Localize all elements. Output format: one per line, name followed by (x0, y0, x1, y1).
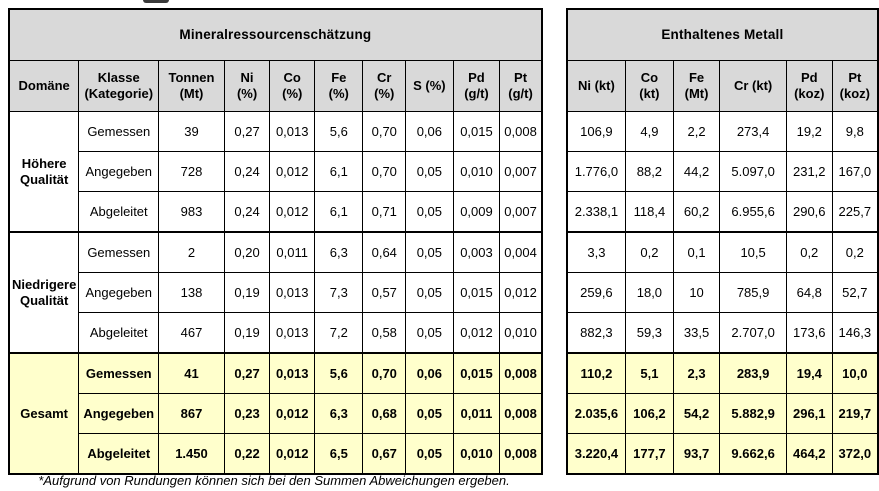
data-cell: 983 (159, 192, 225, 233)
klasse-cell: Abgeleitet (79, 434, 159, 475)
data-cell: 0,05 (406, 313, 454, 354)
right-title-row (567, 9, 878, 61)
data-cell: 882,3 (567, 313, 626, 354)
data-cell: 0,64 (363, 232, 406, 273)
data-cell: 19,2 (786, 112, 832, 152)
klasse-cell: Angegeben (79, 394, 159, 434)
column-header-pt-gt (500, 61, 542, 112)
header-label: Cr (377, 70, 392, 86)
klasse-cell: Abgeleitet (79, 313, 159, 354)
data-cell: 0,012 (270, 434, 315, 475)
data-cell: 0,013 (270, 313, 315, 354)
klasse-cell: Abgeleitet (79, 192, 159, 233)
data-cell: 0,70 (363, 353, 406, 394)
header-label: (g/t) (508, 86, 533, 101)
klasse-cell: Gemessen (79, 112, 159, 152)
data-cell: 2,3 (673, 353, 720, 394)
data-cell: 10 (673, 273, 720, 313)
data-cell: 0,015 (453, 353, 500, 394)
data-cell: 106,9 (567, 112, 626, 152)
data-cell: 3,3 (567, 232, 626, 273)
column-header-cr-pct (363, 61, 406, 112)
table-row (9, 112, 542, 152)
data-cell: 4,9 (626, 112, 674, 152)
column-header-pd-gt (453, 61, 500, 112)
data-cell: 110,2 (567, 353, 626, 394)
header-label: Ni (240, 70, 254, 86)
data-cell: 372,0 (832, 434, 878, 475)
tables-container (8, 8, 879, 475)
data-cell: 0,008 (500, 353, 542, 394)
data-cell: 0,57 (363, 273, 406, 313)
data-cell: 9,8 (832, 112, 878, 152)
header-label: (koz) (839, 86, 870, 101)
domain-cell: Niedrigere Qualität (9, 232, 79, 353)
table-row-total (567, 353, 878, 394)
data-cell: 219,7 (832, 394, 878, 434)
data-cell: 0,70 (363, 152, 406, 192)
data-cell: 18,0 (626, 273, 674, 313)
data-cell: 0,003 (453, 232, 500, 273)
data-cell: 88,2 (626, 152, 674, 192)
data-cell: 60,2 (673, 192, 720, 233)
column-header-tonnen (159, 61, 225, 112)
data-cell: 6,5 (315, 434, 363, 475)
data-cell: 0,013 (270, 353, 315, 394)
data-cell: 0,05 (406, 434, 454, 475)
klasse-cell: Gemessen (79, 232, 159, 273)
table-row (9, 192, 542, 233)
cropped-title-fragment (143, 0, 169, 3)
data-cell: 173,6 (786, 313, 832, 354)
data-cell: 167,0 (832, 152, 878, 192)
table-row (567, 273, 878, 313)
data-cell: 0,70 (363, 112, 406, 152)
data-cell: 2.035,6 (567, 394, 626, 434)
header-label: (kt) (639, 86, 660, 101)
header-label: Domäne (18, 78, 70, 94)
data-cell: 0,008 (500, 112, 542, 152)
left-header-row (9, 61, 542, 112)
data-cell: 7,2 (315, 313, 363, 354)
table-row-total (9, 434, 542, 475)
header-label: (g/t) (464, 86, 489, 101)
data-cell: 231,2 (786, 152, 832, 192)
data-cell: 0,008 (500, 434, 542, 475)
data-cell: 467 (159, 313, 225, 354)
data-cell: 64,8 (786, 273, 832, 313)
table-row (567, 152, 878, 192)
data-cell: 0,009 (453, 192, 500, 233)
header-label: Tonnen (168, 70, 215, 86)
data-cell: 0,05 (406, 273, 454, 313)
data-cell: 464,2 (786, 434, 832, 475)
data-cell: 138 (159, 273, 225, 313)
data-cell: 10,0 (832, 353, 878, 394)
data-cell: 0,010 (500, 313, 542, 354)
column-header-s-pct (406, 61, 454, 112)
header-label: Cr (kt) (733, 78, 773, 94)
data-cell: 0,012 (270, 192, 315, 233)
data-cell: 33,5 (673, 313, 720, 354)
header-label: Pd (468, 70, 485, 86)
table-row (9, 313, 542, 354)
footnote: *Aufgrund von Rundungen können sich bei den Summen Abweichungen ergeben. (38, 473, 510, 488)
klasse-cell: Gemessen (79, 353, 159, 394)
data-cell: 290,6 (786, 192, 832, 233)
data-cell: 0,015 (453, 273, 500, 313)
data-cell: 283,9 (720, 353, 787, 394)
data-cell: 785,9 (720, 273, 787, 313)
data-cell: 1.450 (159, 434, 225, 475)
right-table-title: Enthaltenes Metall (567, 9, 878, 61)
header-label: Pd (800, 70, 818, 86)
data-cell: 0,19 (224, 313, 270, 354)
domain-cell: Gesamt (9, 353, 79, 474)
klasse-cell: Angegeben (79, 273, 159, 313)
data-cell: 0,008 (500, 394, 542, 434)
data-cell: 0,010 (453, 152, 500, 192)
data-cell: 0,012 (500, 273, 542, 313)
data-cell: 0,013 (270, 112, 315, 152)
data-cell: 10,5 (720, 232, 787, 273)
contained-metal-table (566, 8, 879, 475)
header-label: Co (283, 70, 301, 86)
header-label: Fe (331, 70, 347, 86)
data-cell: 0,05 (406, 192, 454, 233)
header-label: (koz) (794, 86, 825, 101)
data-cell: 0,2 (832, 232, 878, 273)
data-cell: 0,012 (270, 394, 315, 434)
data-cell: 41 (159, 353, 225, 394)
data-cell: 1.776,0 (567, 152, 626, 192)
data-cell: 5.882,9 (720, 394, 787, 434)
header-label: (%) (374, 86, 395, 101)
data-cell: 5,1 (626, 353, 674, 394)
table-row-total (9, 394, 542, 434)
data-cell: 0,67 (363, 434, 406, 475)
data-cell: 0,012 (270, 152, 315, 192)
header-label: (Kategorie) (84, 86, 154, 101)
table-row (567, 232, 878, 273)
header-label: S (%) (413, 78, 446, 94)
data-cell: 6,1 (315, 192, 363, 233)
table-row (567, 313, 878, 354)
data-cell: 9.662,6 (720, 434, 787, 475)
header-label: (Mt) (684, 86, 709, 101)
data-cell: 0,007 (500, 192, 542, 233)
data-cell: 44,2 (673, 152, 720, 192)
data-cell: 2.707,0 (720, 313, 787, 354)
data-cell: 118,4 (626, 192, 674, 233)
data-cell: 0,06 (406, 353, 454, 394)
left-table-title: Mineralressourcenschätzung (9, 9, 542, 61)
domain-cell: Höhere Qualität (9, 112, 79, 233)
header-label: (%) (328, 86, 349, 101)
data-cell: 0,05 (406, 152, 454, 192)
data-cell: 93,7 (673, 434, 720, 475)
header-label: Pt (514, 70, 528, 86)
data-cell: 146,3 (832, 313, 878, 354)
table-row (9, 152, 542, 192)
data-cell: 0,27 (224, 112, 270, 152)
data-cell: 0,24 (224, 152, 270, 192)
mineral-resource-table (8, 8, 543, 475)
data-cell: 0,1 (673, 232, 720, 273)
data-cell: 0,68 (363, 394, 406, 434)
data-cell: 5.097,0 (720, 152, 787, 192)
data-cell: 0,007 (500, 152, 542, 192)
data-cell: 0,20 (224, 232, 270, 273)
data-cell: 0,2 (626, 232, 674, 273)
data-cell: 0,06 (406, 112, 454, 152)
data-cell: 59,3 (626, 313, 674, 354)
data-cell: 3.220,4 (567, 434, 626, 475)
column-header-pd-koz (786, 61, 832, 112)
table-row-total (9, 353, 542, 394)
data-cell: 52,7 (832, 273, 878, 313)
data-cell: 0,58 (363, 313, 406, 354)
data-cell: 6.955,6 (720, 192, 787, 233)
column-header-domaene (9, 61, 79, 112)
data-cell: 6,1 (315, 152, 363, 192)
data-cell: 0,71 (363, 192, 406, 233)
column-header-fe-pct (315, 61, 363, 112)
table-row (9, 232, 542, 273)
left-title-row (9, 9, 542, 61)
data-cell: 177,7 (626, 434, 674, 475)
data-cell: 106,2 (626, 394, 674, 434)
data-cell: 259,6 (567, 273, 626, 313)
data-cell: 7,3 (315, 273, 363, 313)
data-cell: 0,05 (406, 394, 454, 434)
table-row (567, 192, 878, 233)
column-header-cr-kt (720, 61, 787, 112)
data-cell: 225,7 (832, 192, 878, 233)
data-cell: 0,27 (224, 353, 270, 394)
column-header-fe-mt (673, 61, 720, 112)
column-header-ni-kt (567, 61, 626, 112)
header-label: Klasse (97, 70, 140, 86)
data-cell: 0,23 (224, 394, 270, 434)
data-cell: 0,22 (224, 434, 270, 475)
klasse-cell: Angegeben (79, 152, 159, 192)
header-label: Fe (688, 70, 705, 86)
data-cell: 6,3 (315, 394, 363, 434)
data-cell: 0,013 (270, 273, 315, 313)
data-cell: 0,24 (224, 192, 270, 233)
header-label: (%) (282, 86, 303, 101)
data-cell: 867 (159, 394, 225, 434)
table-row (9, 273, 542, 313)
data-cell: 0,004 (500, 232, 542, 273)
data-cell: 0,2 (786, 232, 832, 273)
right-header-row (567, 61, 878, 112)
data-cell: 5,6 (315, 353, 363, 394)
data-cell: 0,05 (406, 232, 454, 273)
table-row-total (567, 394, 878, 434)
table-row (567, 112, 878, 152)
data-cell: 2.338,1 (567, 192, 626, 233)
header-label: (Mt) (179, 86, 204, 101)
table-row-total (567, 434, 878, 475)
data-cell: 296,1 (786, 394, 832, 434)
column-header-co-kt (626, 61, 674, 112)
data-cell: 5,6 (315, 112, 363, 152)
data-cell: 39 (159, 112, 225, 152)
header-label: Co (640, 70, 659, 86)
column-header-ni-pct (224, 61, 270, 112)
data-cell: 0,012 (453, 313, 500, 354)
column-header-klasse (79, 61, 159, 112)
data-cell: 6,3 (315, 232, 363, 273)
column-header-pt-koz (832, 61, 878, 112)
data-cell: 0,015 (453, 112, 500, 152)
header-label: Pt (848, 70, 862, 86)
data-cell: 0,011 (453, 394, 500, 434)
data-cell: 19,4 (786, 353, 832, 394)
header-label: Ni (kt) (577, 78, 615, 94)
data-cell: 0,19 (224, 273, 270, 313)
column-header-co-pct (270, 61, 315, 112)
data-cell: 0,011 (270, 232, 315, 273)
data-cell: 0,010 (453, 434, 500, 475)
data-cell: 273,4 (720, 112, 787, 152)
data-cell: 728 (159, 152, 225, 192)
data-cell: 2 (159, 232, 225, 273)
data-cell: 54,2 (673, 394, 720, 434)
data-cell: 2,2 (673, 112, 720, 152)
header-label: (%) (236, 86, 258, 101)
